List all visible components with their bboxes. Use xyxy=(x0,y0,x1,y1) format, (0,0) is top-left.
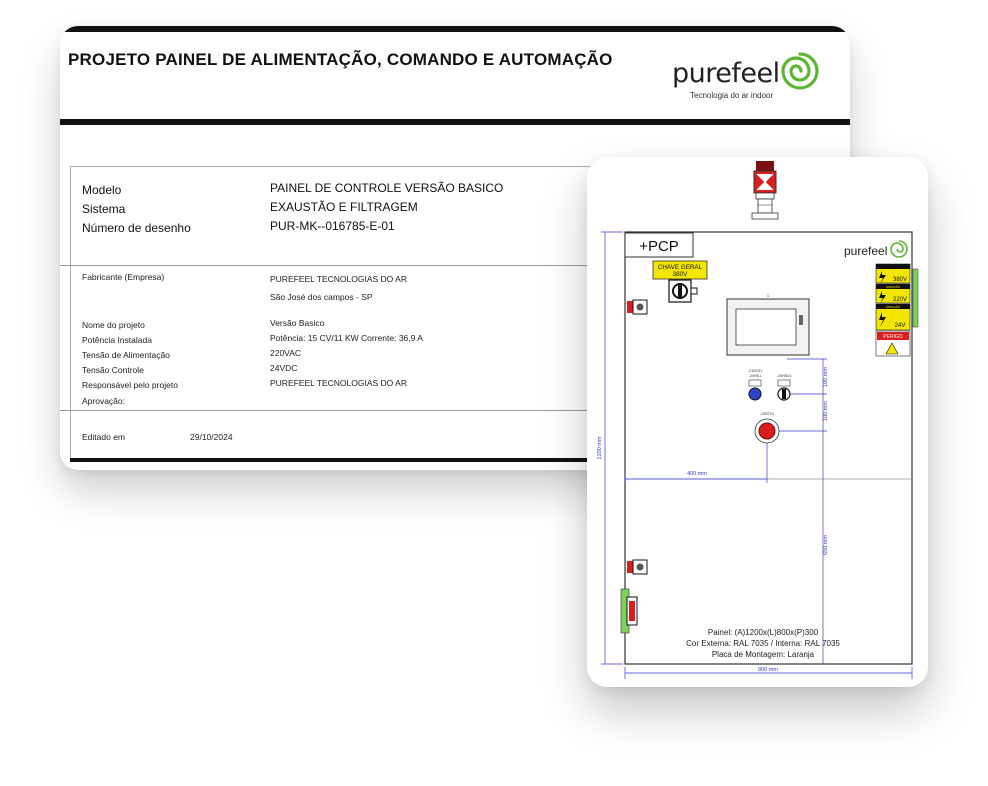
logo-tagline: Tecnologia do ar indoor xyxy=(690,91,774,100)
responsible-label: Responsável pelo projeto xyxy=(82,380,178,390)
project-name-label: Nome do projeto xyxy=(82,320,145,330)
panel-logo-wordmark: purefeel xyxy=(844,244,888,258)
hinge-top-icon xyxy=(627,300,647,314)
hmi-id: 1 xyxy=(766,293,770,298)
drawing-number-value: PUR-MK--016785-E-01 xyxy=(270,219,395,233)
dimension-height: 1200 mm xyxy=(597,436,603,460)
dimension-100b: 100 mm xyxy=(823,401,829,421)
side-terminal-icon xyxy=(913,269,918,327)
button1-id: -21BT01 xyxy=(747,369,763,373)
estop-id: -22BT01 xyxy=(759,412,775,416)
emergency-stop-icon xyxy=(755,419,779,443)
model-label: Modelo xyxy=(82,183,122,197)
control-voltage-label: Tensão Controle xyxy=(82,365,144,375)
warning-220v-text: 220V xyxy=(892,297,908,303)
hmi-screen xyxy=(727,293,809,355)
dimension-400: 400 mm xyxy=(687,471,707,477)
warning-label-380v xyxy=(876,264,910,284)
supply-voltage-label: Tensão de Alimentação xyxy=(82,350,170,360)
panel-tag: +PCP xyxy=(639,238,679,255)
panel-spec-line1: Painel: (A)1200x(L)800x(P)300 xyxy=(707,628,819,637)
supply-voltage-value: 220VAC xyxy=(270,348,302,358)
purefeel-logo xyxy=(672,48,822,102)
approval-label: Aprovação: xyxy=(82,396,125,406)
dimension-width: 800 mm xyxy=(758,667,778,673)
panel-spec-line3: Placa de Montagem: Laranja xyxy=(711,650,815,659)
hinge-bottom-icon xyxy=(627,560,647,574)
warning-label-220v xyxy=(876,284,910,304)
dimension-100a: 100 mm xyxy=(823,367,829,387)
manufacturer-value: PUREFEEL TECNOLOGIAS DO AR xyxy=(270,274,407,284)
edited-label: Editado em xyxy=(82,432,125,442)
dimension-650: 650 mm xyxy=(823,535,829,555)
button1-sub-id: -20R01 xyxy=(748,374,762,378)
warning-220v-attention: ATENÇÃO xyxy=(885,285,901,289)
logo-swirl-icon xyxy=(777,48,823,94)
warning-24v-text: 24V xyxy=(894,323,906,329)
panel-layout-drawing xyxy=(587,157,928,687)
danger-label xyxy=(876,331,910,356)
panel-drawing-card xyxy=(587,157,928,687)
model-value: PAINEL DE CONTROLE VERSÃO BASICO xyxy=(270,181,504,195)
manufacturer-label: Fabricante (Empresa) xyxy=(82,272,165,282)
warning-380v-text: 380V xyxy=(892,277,908,283)
responsible-value: PUREFEEL TECNOLOGIAS DO AR xyxy=(270,378,407,388)
drawing-number-label: Número de desenho xyxy=(82,221,191,235)
system-value: EXAUSTÃO E FILTRAGEM xyxy=(270,200,418,214)
selector-switch-icon xyxy=(778,380,790,400)
project-name-value: Versão Basico xyxy=(270,318,325,328)
danger-text: PERIGO xyxy=(883,334,903,340)
panel-spec-line2: Cor Externa: RAL 7035 / Interna: RAL 7035 xyxy=(686,639,840,648)
blue-pushbutton-icon xyxy=(749,380,761,400)
document-title: PROJETO PAINEL DE ALIMENTAÇÃO, COMANDO E AUTOMAÇÃO xyxy=(68,50,613,69)
sheet-top-bar xyxy=(60,26,850,32)
warning-label-24v xyxy=(876,304,910,330)
city-value: São José dos campos - SP xyxy=(270,292,373,302)
warning-24v-attention: ATENÇÃO xyxy=(885,305,901,309)
button2-id: -20HS01 xyxy=(776,374,792,378)
power-value: Potência: 15 CV/11 KW Corrente: 36,9 A xyxy=(270,333,423,343)
logo-wordmark: purefeel xyxy=(672,58,780,89)
power-label: Potência Instalada xyxy=(82,335,152,345)
header-divider xyxy=(60,119,850,125)
edited-value: 29/10/2024 xyxy=(190,432,233,442)
signal-tower-icon xyxy=(752,161,778,219)
main-switch-label-l2: 380V xyxy=(672,271,688,278)
main-switch-label-l1: CHAVE GERAL xyxy=(657,264,703,271)
system-label: Sistema xyxy=(82,202,126,216)
control-voltage-value: 24VDC xyxy=(270,363,298,373)
